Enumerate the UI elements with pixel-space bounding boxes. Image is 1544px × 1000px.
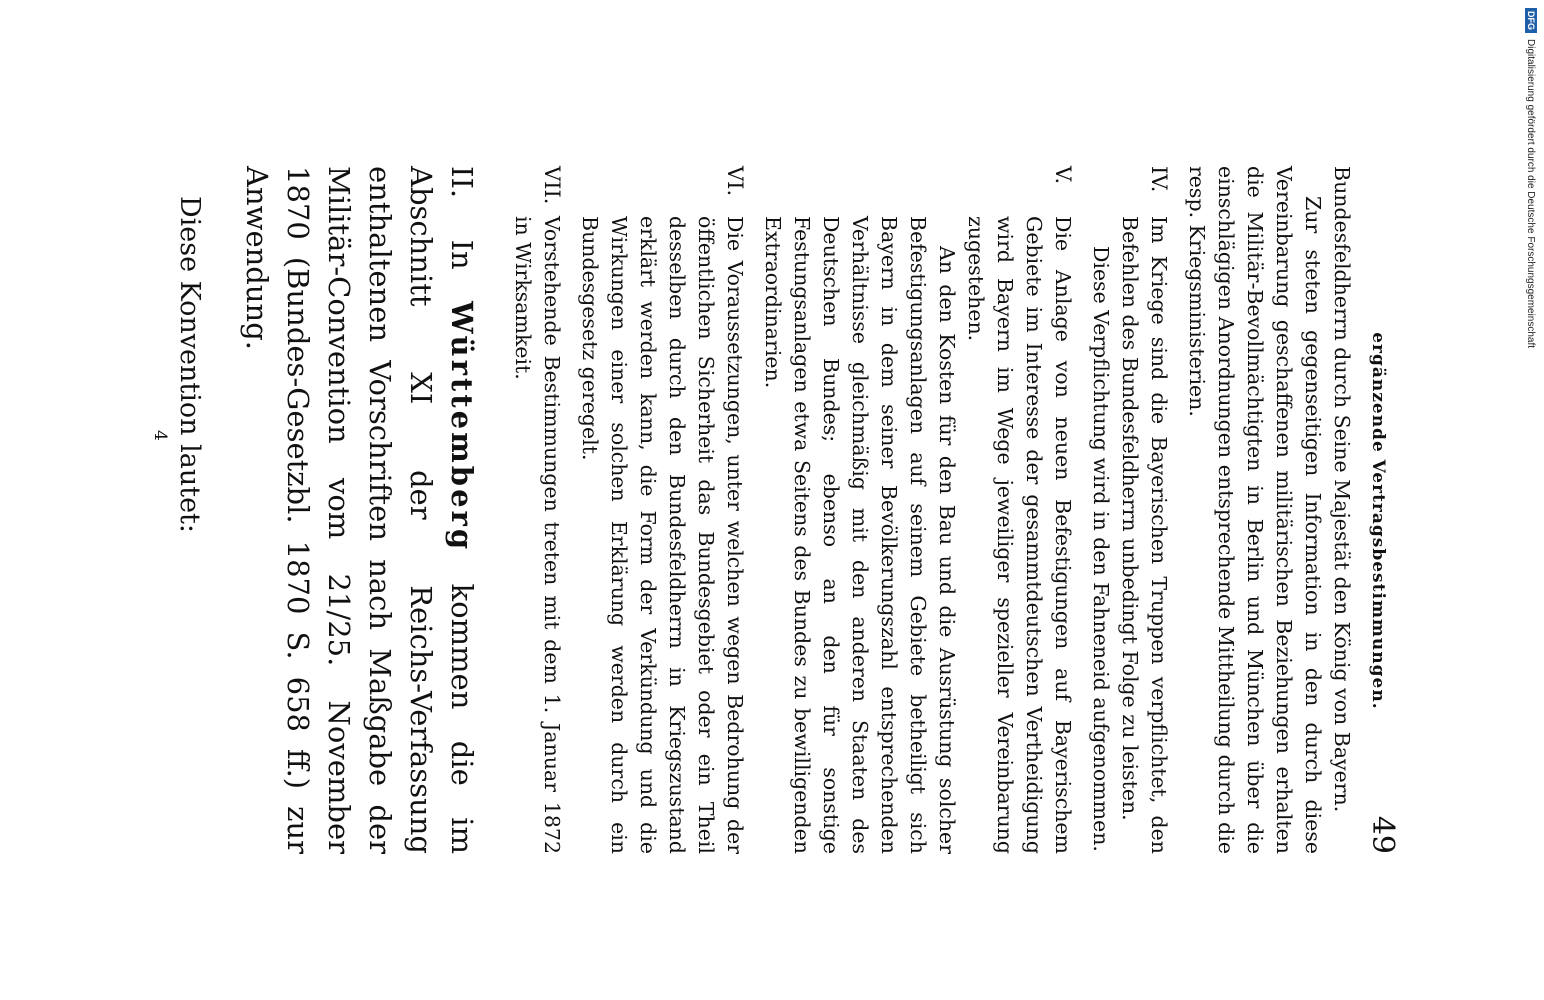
article-paragraph: Vorstehende Bestimmungen treten mit dem 1. Januar 1872 in Wirksamkeit. [511,216,564,854]
article-body [508,216,566,854]
article-vii [508,166,566,854]
article-paragraph: An den Kosten für den Bau und die Ausrüstung solcher Befestigungsanlagen auf seinem Gebiete betheiligt sich Bayern in dem seiner Bevölkerungszahl entsprechenden Verhältnisse gleichmäßig mit den anderen Staaten des Deutschen Bundes; ebenso an den für sonstige Festungsanlagen etwa Seitens des Bundes zu bewilligenden Extraordinarien. [761,216,959,854]
article-paragraph: Im Kriege sind die Bayerischen Truppen verpflichtet, den Befehlen des Bundesfeldherrn unbedingt Folge zu leisten. [1118,216,1171,854]
dfg-logo: DFG [1525,8,1537,33]
konvention-line: Diese Konvention lautet: [174,196,205,533]
rotated-page [120,150,1410,870]
article-body [575,216,749,854]
article-number: VII. [540,166,564,205]
page-number: 49 [1365,815,1400,854]
running-title: ergänzende Vertragsbestimmungen. [1368,332,1388,710]
section-number: II. [445,166,479,199]
page-content [120,150,1410,870]
scanned-page-frame [120,150,1410,910]
article-paragraph: Diese Verpflichtung wird in den Fahneneid aufgenommen. [1089,246,1113,852]
intro-paragraph: Bundesfeldherrn durch Seine Majestät den König von Bayern. [1330,166,1354,813]
article-v [758,166,1077,854]
article-iv [1086,166,1173,854]
state-name: Württemberg [445,301,479,553]
paragraph-information: Zur steten gegenseitigen Information in den durch diese Vereinbarung geschaffenen militärischen Beziehungen erhalten die Militär-Bevollmächtigten in Berlin und München über die einschlägigen Anordnungen entsprechende Mittheilung durch die resp. Kriegsministerien. [1185,166,1325,854]
running-head [1356,166,1400,854]
section-text-start: In [445,239,479,270]
attribution-row [1521,8,1541,398]
body-text [508,166,1356,854]
attribution-text: Digitalisierung gefördert durch die Deutsche Forschungsgemeinschaft [1525,39,1537,349]
article-number: V. [1051,166,1075,185]
article-number: VI. [723,166,747,197]
article-paragraph: Die Anlage von neuen Befestigungen auf Bayerischem Gebiete im Interesse der gesammtdeutschen Vertheidigung wird Bayern im Wege jeweiliger spezieller Vereinbarung zugestehen. [964,216,1075,854]
article-number: IV. [1147,166,1171,193]
article-vi [575,166,749,854]
section-ii-paragraph [236,166,482,854]
article-body [1086,216,1173,854]
signature-mark: 4 [150,430,170,441]
section-text-rest: kommen die im Abschnitt XI der Reichs-Verfassung enthaltenen Vorschriften nach Maßgabe der Militär-Convention vom 21/25. November 1870 (Bundes-Gesetzbl. 1870 S. 658 ff.) zur Anwendung. [240,166,479,854]
article-body [758,216,1077,854]
article-paragraph: Die Voraussetzungen, unter welchen wegen Bedrohung der öffentlichen Sicherheit das Bundesgebiet oder ein Theil desselben durch den Bundesfeldherrn in Kriegszustand erklärt werden kann, die Form der Verkündung und die Wirkungen einer solchen Erklärung werden durch ein Bundesgesetz geregelt. [578,216,747,854]
attribution-sidebar [1523,8,1543,398]
